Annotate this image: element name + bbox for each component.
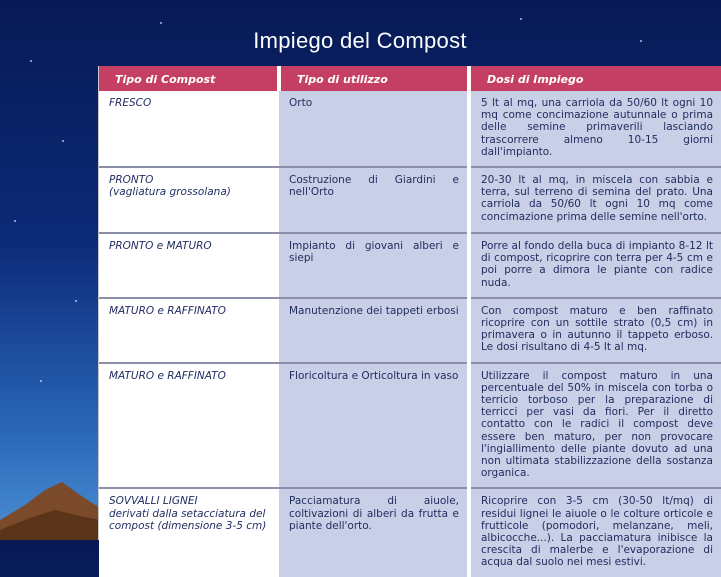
- table-row: [99, 488, 721, 576]
- slide-title: Impiego del Compost: [253, 28, 467, 53]
- cell-tipo: [99, 233, 279, 298]
- tipo-label: PRONTO e MATURO: [109, 240, 212, 253]
- table-row: [99, 91, 721, 167]
- tipo-sublabel: derivati dalla setacciatura del compost (dimensione 3-5 cm): [109, 507, 267, 532]
- cell-utilizzo: Impianto di giovani alberi e siepi: [279, 233, 469, 298]
- tipo-label: SOVVALLI LIGNEI: [109, 495, 198, 508]
- tipo-label: FRESCO: [109, 97, 152, 109]
- table-header-row: [99, 66, 721, 91]
- compost-usage-table: [99, 66, 721, 577]
- cell-utilizzo: Orto: [279, 91, 469, 167]
- cell-utilizzo: Floricoltura e Orticoltura in vaso: [279, 363, 469, 489]
- tipo-label: MATURO e RAFFINATO: [109, 369, 226, 382]
- cell-tipo: [99, 488, 279, 576]
- cell-tipo: [99, 298, 279, 363]
- cell-utilizzo: Pacciamatura di aiuole, coltivazioni di alberi da frutta e piante dell'orto.: [279, 488, 469, 576]
- cell-dosi: 20-30 lt al mq, in miscela con sabbia e terra, sul terreno di semina del prato. Una carriola da 50/60 lt ogni 10 mq come concimazione prima delle semine nell'orto.: [469, 167, 721, 233]
- cell-tipo: [99, 167, 279, 233]
- cell-dosi: Con compost maturo e ben raffinato ricoprire con un sottile strato (0,5 cm) in primavera o in autunno il tappeto erboso. Le dosi risultano di 4-5 lt al mq.: [469, 298, 721, 363]
- table-row: [99, 298, 721, 363]
- cell-dosi: 5 lt al mq, una carriola da 50/60 lt ogni 10 mq come concimazione autunnale o prima delle semine primaverili lasciando trascorrere almeno 10-15 giorni dall'impianto.: [469, 91, 721, 167]
- table-row: [99, 233, 721, 298]
- tipo-sublabel: (vagliatura grossolana): [109, 186, 231, 199]
- cell-tipo: [99, 91, 279, 167]
- cell-utilizzo: Costruzione di Giardini e nell'Orto: [279, 167, 469, 233]
- header-tipo-utilizzo: Tipo di utilizzo: [279, 66, 469, 91]
- cell-dosi: Porre al fondo della buca di impianto 8-12 lt di compost, ricoprire con terra per 4-5 cm e poi porre a dimora le piante con radice nuda.: [469, 233, 721, 298]
- cell-tipo: [99, 363, 279, 489]
- header-tipo-compost: Tipo di Compost: [99, 66, 279, 91]
- header-dosi-impiego: Dosi di Impiego: [469, 66, 721, 91]
- cell-utilizzo: Manutenzione dei tappeti erbosi: [279, 298, 469, 363]
- table-row: [99, 167, 721, 233]
- tipo-label: MATURO e RAFFINATO: [109, 304, 226, 317]
- cell-dosi: Utilizzare il compost maturo in una percentuale del 50% in miscela con torba o terricio torboso per la preparazione di terricci per vasi da fiori. Per il diretto contatto con le radici il compost deve essere ben maturo, per non provocare l'ingiallimento delle piante dovuto ad una non ultimata stabilizzazione della sostanza organica.: [469, 363, 721, 489]
- table-row: [99, 363, 721, 489]
- cell-dosi: Ricoprire con 3-5 cm (30-50 lt/mq) di residui lignei le aiuole o le colture orticole e frutticole (pomodori, melanzane, meli, albicocche...). La pacciamatura inibisce la crescita di malerbe e l'evaporazione di acqua dal suolo nei mesi estivi.: [469, 488, 721, 576]
- tipo-label: PRONTO: [109, 174, 154, 187]
- compost-table-sheet: [98, 66, 721, 569]
